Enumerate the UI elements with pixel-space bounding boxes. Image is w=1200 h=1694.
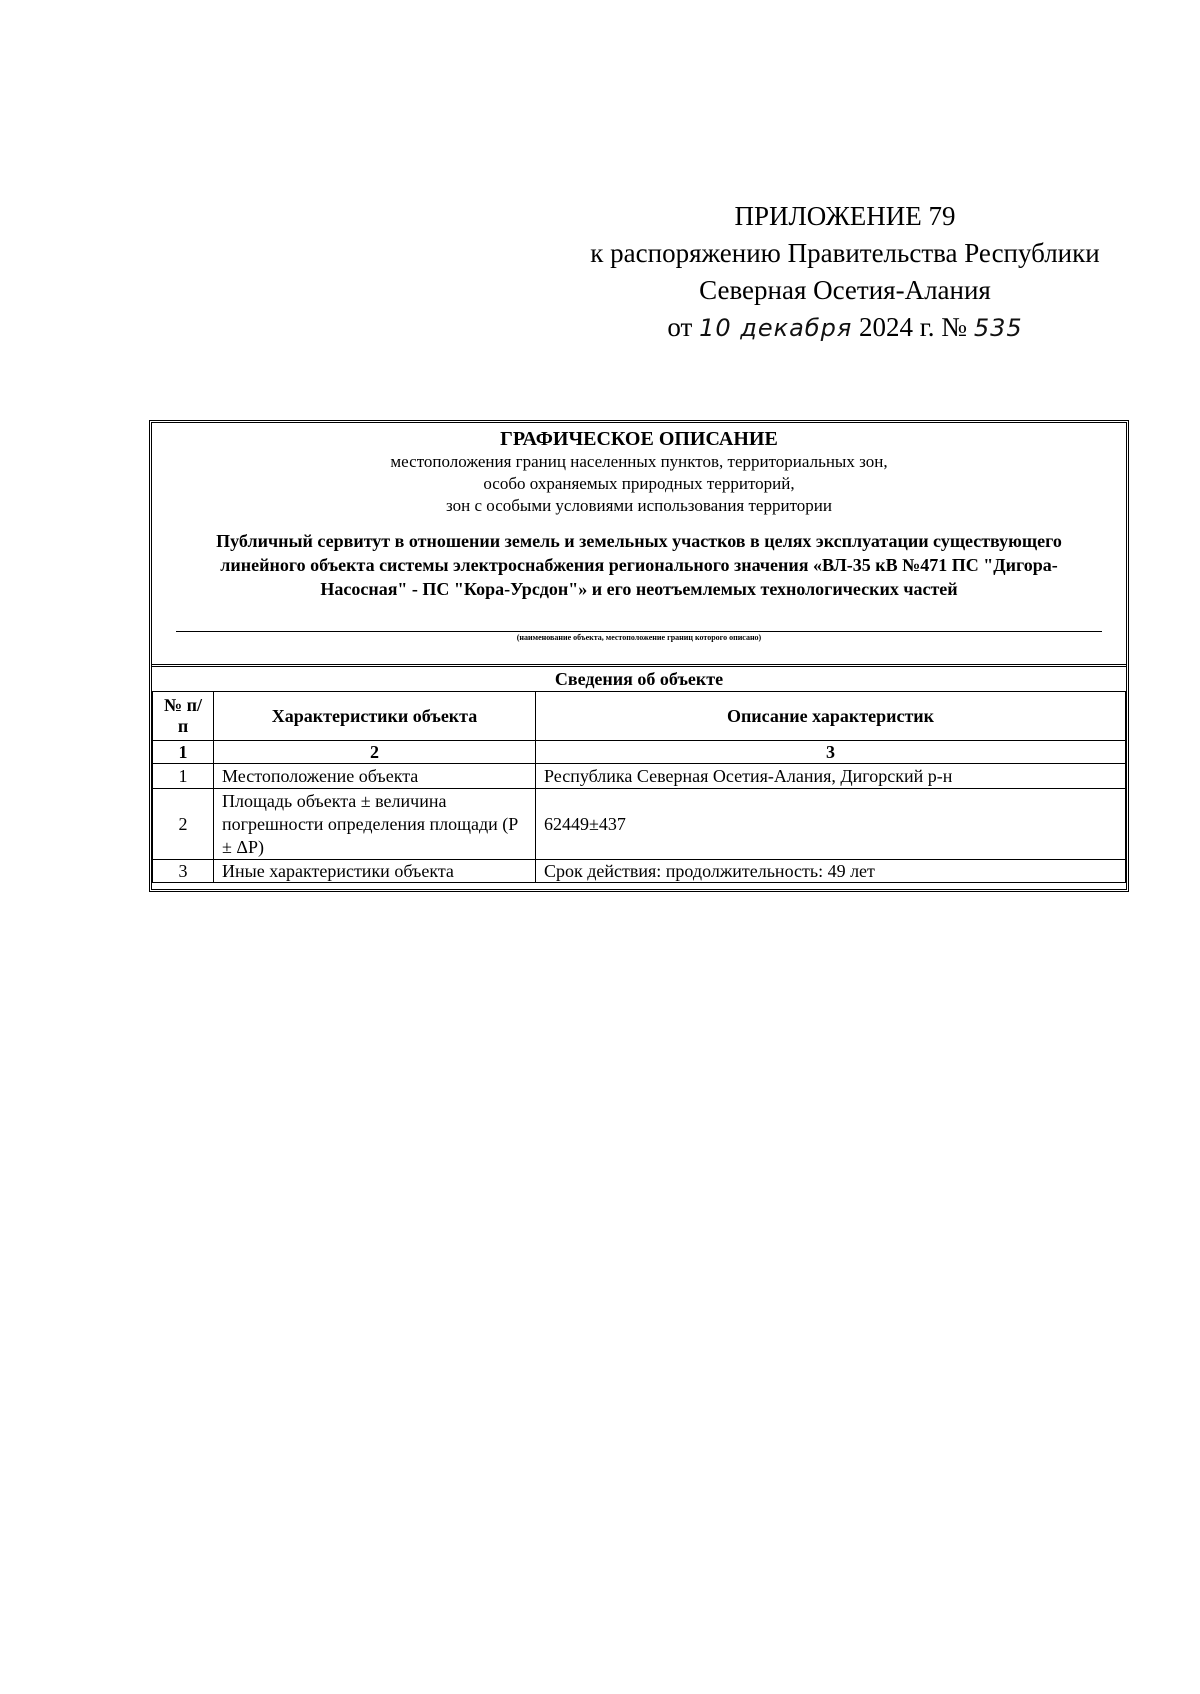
table-row xyxy=(153,860,1126,883)
appendix-order-line: к распоряжению Правительства Республики xyxy=(590,238,1100,268)
table-header-row xyxy=(153,692,1126,741)
section-title: Сведения об объекте xyxy=(554,669,724,689)
document-title: ГРАФИЧЕСКОЕ ОПИСАНИЕ xyxy=(500,428,778,450)
subtitle-line-1: местоположения границ населенных пунктов, территориальных зон, xyxy=(390,452,888,471)
row-value: 62449±437 xyxy=(536,789,1126,860)
subtitle-line-2: особо охраняемых природных территорий, xyxy=(483,474,795,493)
appendix-number: ПРИЛОЖЕНИЕ 79 xyxy=(734,201,956,231)
row-number: 1 xyxy=(153,764,214,789)
column-number-1: 1 xyxy=(153,741,214,764)
appendix-date-line xyxy=(560,309,1130,347)
row-characteristic: Местоположение объекта xyxy=(214,764,536,789)
row-value: Срок действия: продолжительность: 49 лет xyxy=(536,860,1126,883)
object-name-underline xyxy=(176,631,1102,632)
row-value: Республика Северная Осетия-Алания, Дигорский р-н xyxy=(536,764,1126,789)
column-number-row xyxy=(153,741,1126,764)
description-header xyxy=(152,423,1126,601)
row-characteristic: Иные характеристики объекта xyxy=(214,860,536,883)
appendix-republic-line: Северная Осетия-Алания xyxy=(699,275,991,305)
appendix-header xyxy=(560,198,1130,347)
header-characteristics: Характеристики объекта xyxy=(214,692,536,741)
row-number: 2 xyxy=(153,789,214,860)
description-frame xyxy=(149,420,1129,892)
header-description: Описание характеристик xyxy=(536,692,1126,741)
column-number-3: 3 xyxy=(536,741,1126,764)
header-number: № п/п xyxy=(153,692,214,741)
column-number-2: 2 xyxy=(214,741,536,764)
object-caption: (наименование объекта, местоположение границ которого описано) xyxy=(516,633,762,642)
row-characteristic: Площадь объекта ± величина погрешности определения площади (P ± ΔP) xyxy=(214,789,536,860)
handwritten-date: 10 декабря xyxy=(699,314,853,342)
row-number: 3 xyxy=(153,860,214,883)
date-year: 2024 г. № xyxy=(859,312,968,342)
subtitle-line-3: зон с особыми условиями использования территории xyxy=(446,496,832,515)
date-prefix: от xyxy=(667,312,693,342)
handwritten-number: 535 xyxy=(973,314,1023,342)
object-name: Публичный сервитут в отношении земель и земельных участков в целях эксплуатации существующего линейного объекта системы электроснабжения регионального значения «ВЛ-35 кВ №471 ПС "Дигора-Насосная" - ПС "Кора-Урсдон"» и его неотъемлемых технологических частей xyxy=(216,531,1062,599)
table-row xyxy=(153,789,1126,860)
object-info-table xyxy=(152,691,1126,883)
table-row xyxy=(153,764,1126,789)
